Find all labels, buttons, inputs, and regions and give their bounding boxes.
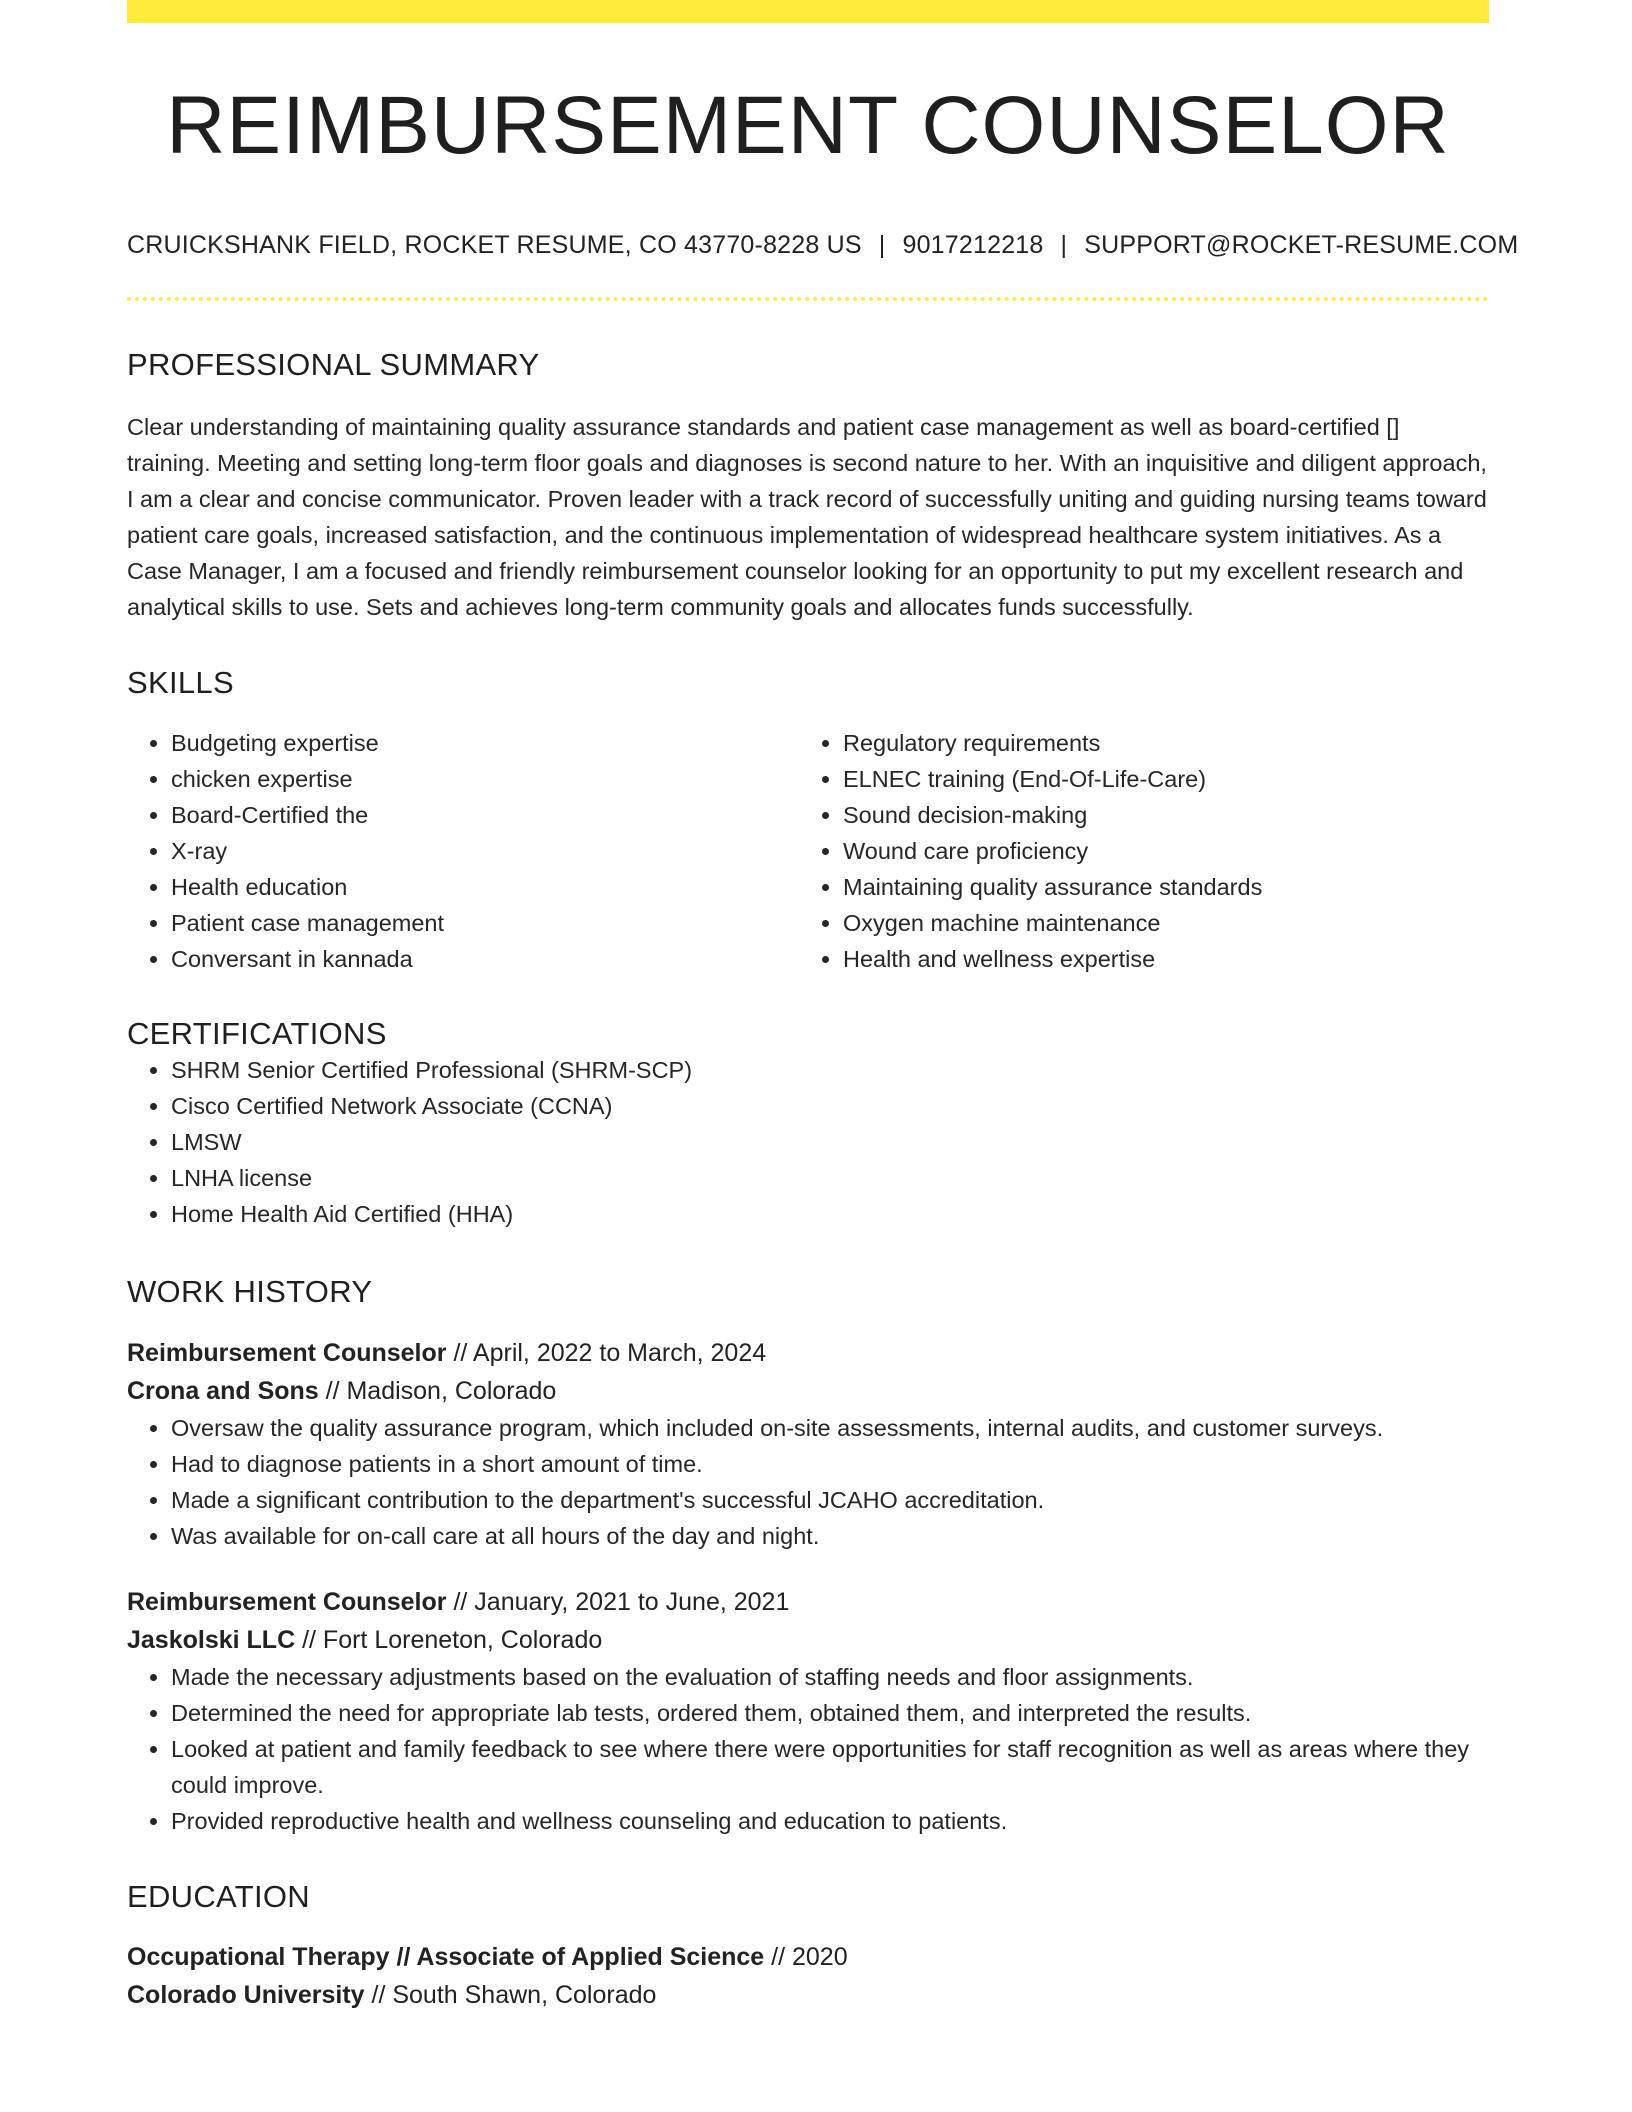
education-year: // 2020	[764, 1943, 848, 1971]
education-entry	[127, 1938, 1489, 2014]
skill-item: • Health and wellness expertise	[843, 941, 1471, 977]
summary-text: Clear understanding of maintaining quality assurance standards and patient case management as well as board-certified [] training. Meeting and setting long-term floor goals and diagnoses is second nature to her. With an inquisitive and diligent approach, I am a clear and concise communicator. Proven leader with a track record of successfully uniting and guiding nursing teams toward patient care goals, increased satisfaction, and the continuous implementation of widespread healthcare system initiatives. As a Case Manager, I am a focused and friendly reimbursement counselor looking for an opportunity to put my excellent research and analytical skills to use. Sets and achieves long-term community goals and allocates funds successfully.	[127, 414, 1487, 620]
education-degree-line	[127, 1938, 1489, 1976]
job-entry	[127, 1334, 1489, 1554]
skill-item: • Wound care proficiency	[843, 833, 1471, 869]
job-duties-list	[127, 1659, 1489, 1839]
contact-address: CRUICKSHANK FIELD, ROCKET RESUME, CO 43770-8228 US	[127, 231, 862, 259]
job-duty: • Made the necessary adjustments based on the evaluation of staffing needs and floor assignments.	[171, 1659, 1489, 1695]
skill-item: • Health education	[171, 869, 799, 905]
job-duty: • Determined the need for appropriate lab tests, ordered them, obtained them, and interpreted the results.	[171, 1695, 1489, 1731]
job-company: Jaskolski LLC	[127, 1626, 296, 1654]
job-company: Crona and Sons	[127, 1377, 319, 1405]
skill-item: • Budgeting expertise	[171, 725, 799, 761]
job-dates: // April, 2022 to March, 2024	[446, 1339, 767, 1367]
contact-line	[127, 231, 1519, 260]
resume-page	[127, 0, 1519, 2014]
job-role: Reimbursement Counselor	[127, 1588, 447, 1616]
contact-phone: 9017212218	[902, 231, 1044, 259]
education-school-line	[127, 1976, 1489, 2014]
job-duty: • Was available for on-call care at all hours of the day and night.	[171, 1518, 1489, 1554]
skill-item: • Board-Certified the	[171, 797, 799, 833]
contact-separator: |	[1060, 231, 1068, 259]
job-company-line	[127, 1621, 1489, 1659]
job-duty: • Made a significant contribution to the department's successful JCAHO accreditation.	[171, 1482, 1489, 1518]
education-degree: Occupational Therapy // Associate of Applied Science	[127, 1943, 765, 1971]
skills-heading: SKILLS	[127, 665, 234, 700]
certification-item: • SHRM Senior Certified Professional (SHRM-SCP)	[171, 1052, 1489, 1088]
skills-grid	[127, 725, 1489, 977]
skill-item: • Patient case management	[171, 905, 799, 941]
dotted-divider	[127, 297, 1489, 301]
job-entry	[127, 1583, 1489, 1839]
job-duty: • Oversaw the quality assurance program, which included on-site assessments, internal audits, and customer surveys.	[171, 1410, 1489, 1446]
education-heading: EDUCATION	[127, 1879, 310, 1914]
resume-name-title: REIMBURSEMENT COUNSELOR	[166, 80, 1450, 171]
job-role: Reimbursement Counselor	[127, 1339, 447, 1367]
education-location: // South Shawn, Colorado	[364, 1981, 657, 2009]
skills-left-column	[127, 725, 799, 977]
job-location: // Madison, Colorado	[318, 1377, 557, 1405]
skill-item: • Maintaining quality assurance standards	[843, 869, 1471, 905]
job-location: // Fort Loreneton, Colorado	[295, 1626, 603, 1654]
certification-item: • LMSW	[171, 1124, 1489, 1160]
certifications-list	[127, 1052, 1489, 1232]
job-duty: • Provided reproductive health and wellness counseling and education to patients.	[171, 1803, 1489, 1839]
skill-item: • X-ray	[171, 833, 799, 869]
summary-heading: PROFESSIONAL SUMMARY	[127, 347, 540, 382]
accent-top-bar	[127, 0, 1489, 23]
skill-item: • Sound decision-making	[843, 797, 1471, 833]
skill-item: • chicken expertise	[171, 761, 799, 797]
job-duty: • Looked at patient and family feedback to see where there were opportunities for staff recognition as well as areas where they could improve.	[171, 1731, 1489, 1803]
job-role-line	[127, 1334, 1489, 1372]
contact-separator: |	[878, 231, 886, 259]
job-duties-list	[127, 1410, 1489, 1554]
skill-item: • Oxygen machine maintenance	[843, 905, 1471, 941]
skill-item: • Regulatory requirements	[843, 725, 1471, 761]
job-company-line	[127, 1372, 1489, 1410]
job-role-line	[127, 1583, 1489, 1621]
certification-item: • LNHA license	[171, 1160, 1489, 1196]
job-duty: • Had to diagnose patients in a short amount of time.	[171, 1446, 1489, 1482]
job-dates: // January, 2021 to June, 2021	[446, 1588, 790, 1616]
education-school: Colorado University	[127, 1981, 365, 2009]
certifications-heading: CERTIFICATIONS	[127, 1016, 387, 1051]
skills-right-column	[799, 725, 1471, 977]
skill-item: • Conversant in kannada	[171, 941, 799, 977]
certification-item: • Home Health Aid Certified (HHA)	[171, 1196, 1489, 1232]
work-history-heading: WORK HISTORY	[127, 1274, 373, 1309]
certification-item: • Cisco Certified Network Associate (CCNA)	[171, 1088, 1489, 1124]
skill-item: • ELNEC training (End-Of-Life-Care)	[843, 761, 1471, 797]
contact-email: SUPPORT@ROCKET-RESUME.COM	[1084, 231, 1519, 259]
